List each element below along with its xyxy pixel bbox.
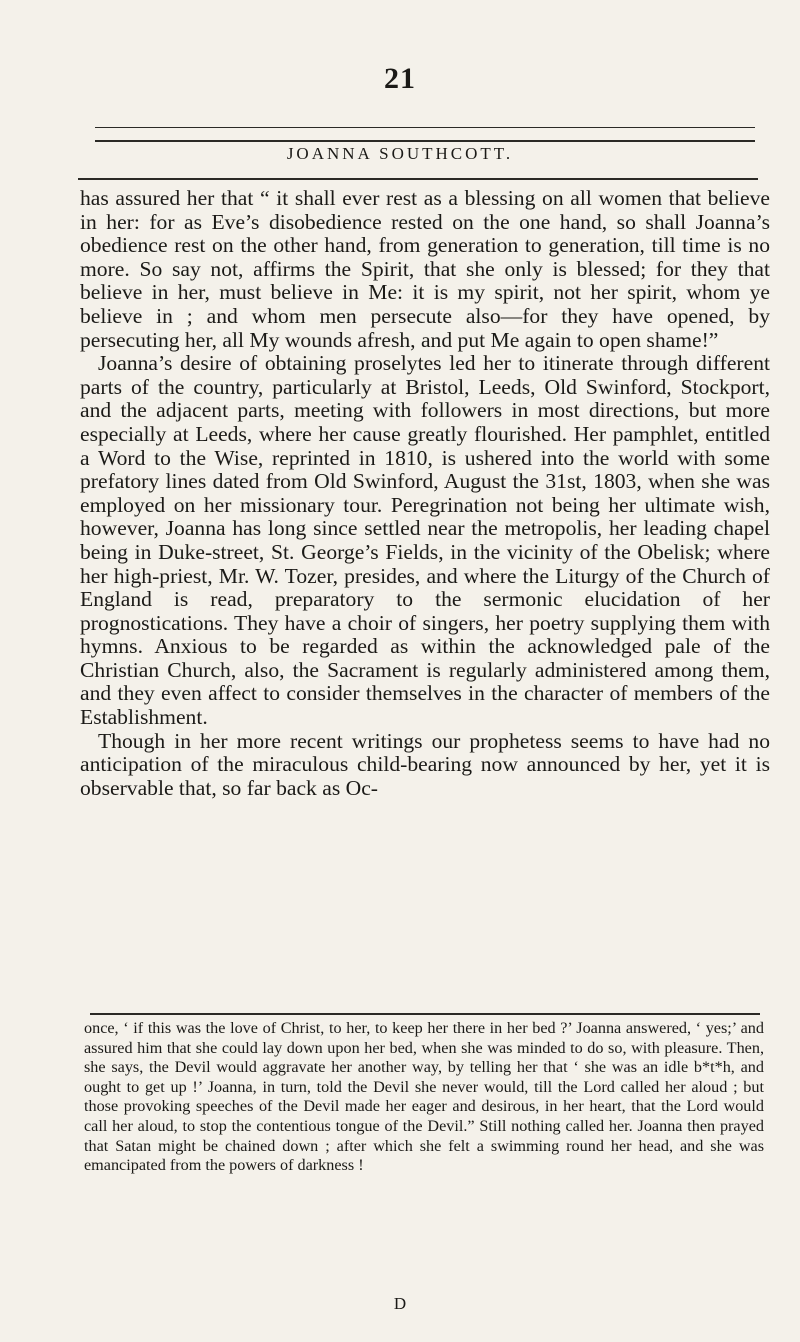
running-head-rule xyxy=(78,178,758,180)
page-number: 21 xyxy=(384,62,416,95)
header-rule-thin xyxy=(95,127,755,128)
running-head: JOANNA SOUTHCOTT. xyxy=(286,144,514,163)
header-rule-thick xyxy=(95,140,755,142)
main-text xyxy=(80,187,770,800)
signature-mark: D xyxy=(393,1294,407,1313)
paragraph-continuation: has assured her that “ it shall ever rest as a blessing on all women that believe in her: for as Eve’s disobedience rested on the one hand, so shall Joanna’s obedience rest on the other hand, from generation to generation, till time is no more. So say not, affirms the Spirit, that she only is blessed; for they that believe in her, must believe in Me: it is my spirit, not her spirit, whom ye believe in ; and whom men persecute also—for they have opened, by persecuting her, all My wounds afresh, and put Me again to open shame!” xyxy=(80,186,770,352)
paragraph-prophetess: Though in her more recent writings our prophetess seems to have had no anticipation of the miraculous child-bearing now announced by her, yet it is observable that, so far back as Oc- xyxy=(80,728,770,800)
footnote-rule xyxy=(90,1013,760,1015)
paragraph-itinerary: Joanna’s desire of obtaining proselytes led her to itinerate through different parts of the country, particularly at Bristol, Leeds, Old Swinford, Stockport, and the adjacent parts, meeting with followers in most directions, but more especially at Leeds, where her cause greatly flourished. Her pamphlet, entitled a Word to the Wise, reprinted in 1810, is ushered into the world with some prefatory lines dated from Old Swinford, August the 31st, 1803, when she was employed on her missionary tour. Peregrination not being her ultimate wish, however, Joanna has long since settled near the metropolis, her leading chapel being in Duke-street, St. George’s Fields, in the vicinity of the Obelisk; where her high-priest, Mr. W. Tozer, presides, and where the Liturgy of the Church of England is read, preparatory to the sermonic elucidation of her prognostications. They have a choir of singers, her poetry supplying them with hymns. Anxious to be regarded as within the acknowledged pale of the Christian Church, also, the Sacrament is regularly administered among them, and they even affect to consider themselves in the character of members of the Establishment. xyxy=(80,351,770,730)
footnote: once, ‘ if this was the love of Christ, to her, to keep her there in her bed ?’ Joanna answered, ‘ yes;’ and assured him that she could lay down upon her bed, when she was minded to do so, with pleasure. Then, she says, the Devil would aggravate her another way, by telling her that ‘ she was an idle b*t*h, and ought to get up !’ Joanna, in turn, told the Devil she never would, till the Lord called her aloud ; but those provoking speeches of the Devil made her eager and desirous, in her heart, that the Lord would call her aloud, to stop the contentious tongue of the Devil.” Still nothing called her. Joanna then prayed that Satan might be chained down ; after which she felt a swimming round her head, and she was emancipated from the powers of darkness ! xyxy=(84,1019,764,1175)
